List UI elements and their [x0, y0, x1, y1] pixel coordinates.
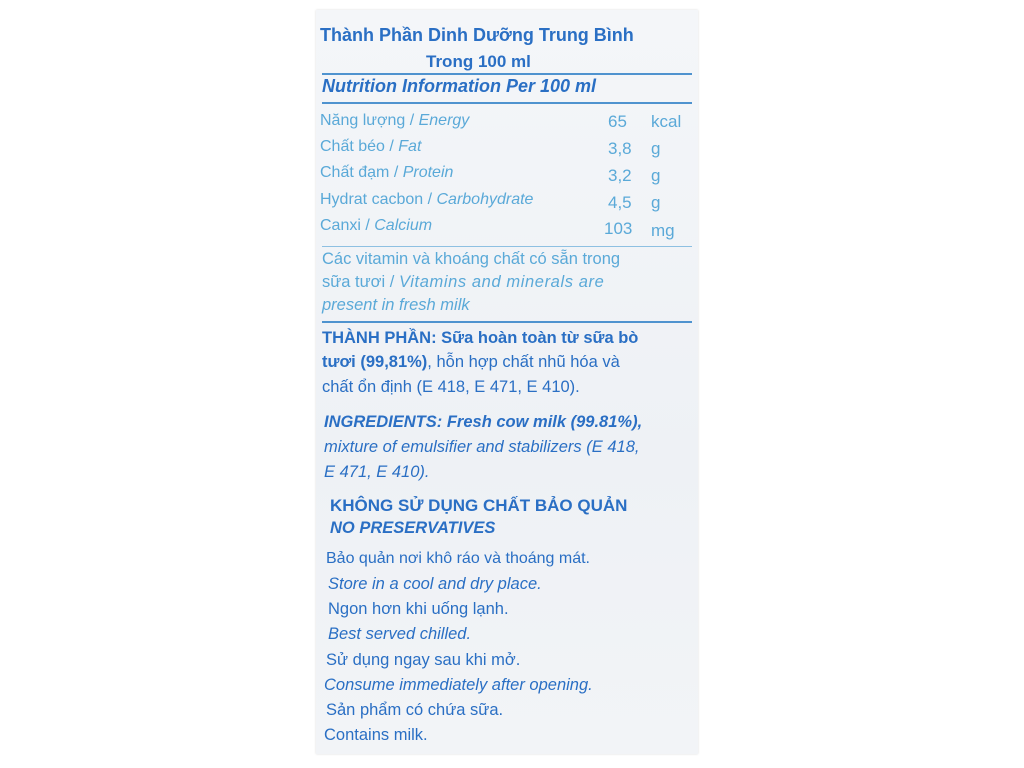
vitamins-note-line1: Các vitamin và khoáng chất có sẵn trong: [322, 250, 621, 268]
nutrient-value: 4,5: [608, 193, 632, 212]
nutrient-value: 65: [608, 112, 627, 131]
nutrient-name-vi: Canxi /: [320, 217, 375, 234]
nutrient-unit: g: [651, 166, 661, 185]
nutrient-name-en: Calcium: [374, 217, 433, 234]
instruction-line: Best served chilled.: [328, 625, 472, 643]
ingredients-vi-line3: chất ổn định (E 418, E 471, E 410).: [322, 378, 580, 396]
ingredients-vi-line2: , hỗn hợp chất nhũ hóa và: [427, 353, 620, 371]
title-vi: Thành Phần Dinh Dưỡng Trung Bình: [320, 25, 634, 45]
instruction-line: Ngon hơn khi uống lạnh.: [328, 600, 509, 618]
instruction-line: Sản phẩm có chứa sữa.: [326, 701, 504, 719]
no-preservatives-en: NO PRESERVATIVES: [330, 519, 496, 537]
nutrient-name-vi: Chất đạm /: [320, 164, 403, 181]
nutrient-unit: mg: [651, 221, 675, 240]
ingredients-en-line3: E 471, E 410).: [324, 463, 430, 481]
nutrition-label-panel: [316, 10, 698, 754]
vitamins-note-vi: sữa tươi /: [322, 273, 399, 291]
instruction-line: Sử dụng ngay sau khi mở.: [326, 651, 521, 669]
nutrient-name-vi: Hydrat cacbon /: [320, 191, 437, 208]
divider-top: [322, 73, 692, 75]
ingredients-en-line1: INGREDIENTS: Fresh cow milk (99.81%),: [324, 413, 643, 431]
nutrient-value: 3,8: [608, 139, 632, 158]
title-en: Nutrition Information Per 100 ml: [322, 76, 597, 96]
vitamins-note-en: Vitamins and minerals are: [398, 273, 605, 291]
ingredients-en-line2: mixture of emulsifier and stabilizers (E 418,: [324, 438, 640, 456]
ingredients-vi-line1: Sữa hoàn toàn từ sữa bò: [441, 329, 639, 347]
instruction-line: Bảo quản nơi khô ráo và thoáng mát.: [326, 550, 590, 567]
nutrient-name-en: Carbohydrate: [436, 191, 534, 208]
ingredients-vi-percent: tươi (99,81%): [322, 353, 428, 371]
vitamins-note-line3: present in fresh milk: [322, 296, 470, 314]
nutrient-name-en: Energy: [418, 112, 470, 129]
instruction-line: Store in a cool and dry place.: [328, 575, 542, 593]
divider-nutrition-bottom: [322, 246, 692, 247]
divider-title-bottom: [322, 102, 692, 104]
nutrient-name-en: Protein: [402, 164, 454, 181]
no-preservatives-vi: KHÔNG SỬ DỤNG CHẤT BẢO QUẢN: [330, 496, 628, 515]
nutrient-unit: kcal: [651, 112, 682, 131]
nutrient-name-en: Fat: [398, 138, 422, 155]
nutrient-name-vi: Chất béo /: [320, 138, 399, 155]
nutrient-name-vi: Năng lượng /: [320, 112, 419, 129]
nutrient-unit: g: [651, 193, 661, 212]
ingredients-label-vi: THÀNH PHẦN:: [322, 329, 442, 347]
instruction-line: Contains milk.: [324, 726, 428, 744]
nutrient-value: 103: [604, 219, 633, 238]
nutrient-value: 3,2: [608, 166, 632, 185]
nutrient-unit: g: [651, 139, 661, 158]
divider-ingredients-top: [322, 321, 692, 323]
per-100ml-vi: Trong 100 ml: [426, 52, 531, 71]
instruction-line: Consume immediately after opening.: [324, 676, 593, 694]
